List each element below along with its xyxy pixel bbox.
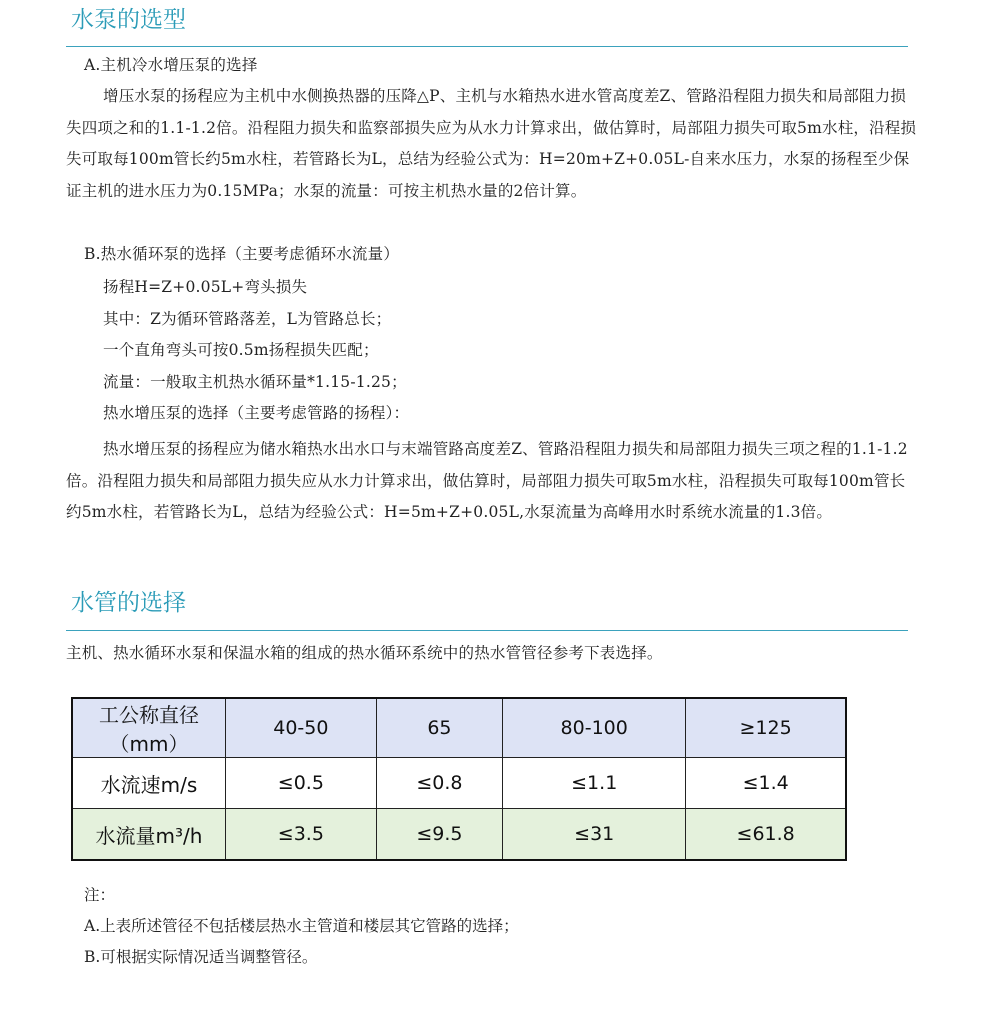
table-cell: ≤0.5 [226, 758, 377, 809]
pump-b-line: 一个直角弯头可按0.5m扬程损失匹配； [103, 341, 379, 359]
table-cell: 65 [376, 698, 502, 758]
pipe-size-table [71, 697, 847, 861]
table-cell: ≤9.5 [376, 809, 502, 861]
pump-b-heading: B.热水循环泵的选择（主要考虑循环水流量） [84, 245, 400, 263]
pump-b-lines [66, 272, 918, 430]
pipe-intro: 主机、热水循环水泵和保温水箱的组成的热水循环系统中的热水管管径参考下表选择。 [66, 644, 663, 662]
pump-b-line: 扬程H=Z+0.05L+弯头损失 [103, 278, 308, 296]
table-cell: ≤61.8 [686, 809, 846, 861]
row-label: 水流速m/s [72, 758, 226, 809]
notes-heading: 注： [84, 886, 116, 904]
section-divider [66, 630, 908, 631]
table-row-velocity [72, 758, 846, 809]
pump-a-body: 增压水泵的扬程应为主机中水侧换热器的压降△P、主机与水箱热水进水管高度差Z、管路沿程阻力损失和局部阻力损失四项之和的1.1-1.2倍。沿程阻力损失和监察部损失应为从水力计算求出，做估算时，局部阻力损失可取5m水柱，沿程损失可取每100m管长约5m水柱，若管路长为L，总结为经验公式为：H=20m+Z+0.05L-自来水压力，水泵的扬程至少保证主机的进水压力为0.15MPa；水泵的流量：可按主机热水量的2倍计算。 [66, 87, 917, 200]
pump-b-line: 流量：一般取主机热水循环量*1.15-1.25； [103, 372, 407, 391]
table-cell: ≤31 [503, 809, 686, 861]
table-cell: 40-50 [226, 698, 377, 758]
pump-b-line: 其中：Z为循环管路落差，L为管路总长； [103, 309, 392, 328]
table-cell: ≤0.8 [376, 758, 502, 809]
table-cell: ≤1.1 [503, 758, 686, 809]
table-row-flow [72, 809, 846, 861]
table-cell: ≥125 [686, 698, 846, 758]
pump-b-line: 热水增压泵的选择（主要考虑管路的扬程）： [103, 404, 410, 422]
booster-pump-body: 热水增压泵的扬程应为储水箱热水出水口与末端管路高度差Z、管路沿程阻力损失和局部阻力损失三项之程的1.1-1.2倍。沿程阻力损失和局部阻力损失应从水力计算求出，做估算时，局部阻力损失可取5m水柱，沿程损失可取每100m管长约5m水柱，若管路长为L，总结为经验公式：H=5m+Z+0.05L,水泵流量为高峰用水时系统水流量的1.3倍。 [66, 440, 908, 521]
section-title-pipe: 水管的选择 [71, 590, 186, 616]
section-divider [66, 46, 908, 47]
note-item: B.可根据实际情况适当调整管径。 [84, 948, 318, 966]
table-cell: ≤1.4 [686, 758, 846, 809]
row-label: 工公称直径（mm） [72, 698, 226, 758]
section-title-pump: 水泵的选型 [71, 7, 186, 33]
table-row-diameter [72, 698, 846, 758]
table-cell: 80-100 [503, 698, 686, 758]
table-cell: ≤3.5 [226, 809, 377, 861]
note-item: A.上表所述管径不包括楼层热水主管道和楼层其它管路的选择； [84, 917, 519, 935]
notes [84, 880, 519, 973]
row-label: 水流量m³/h [72, 809, 226, 861]
pump-a-heading: A.主机冷水增压泵的选择 [84, 56, 258, 74]
